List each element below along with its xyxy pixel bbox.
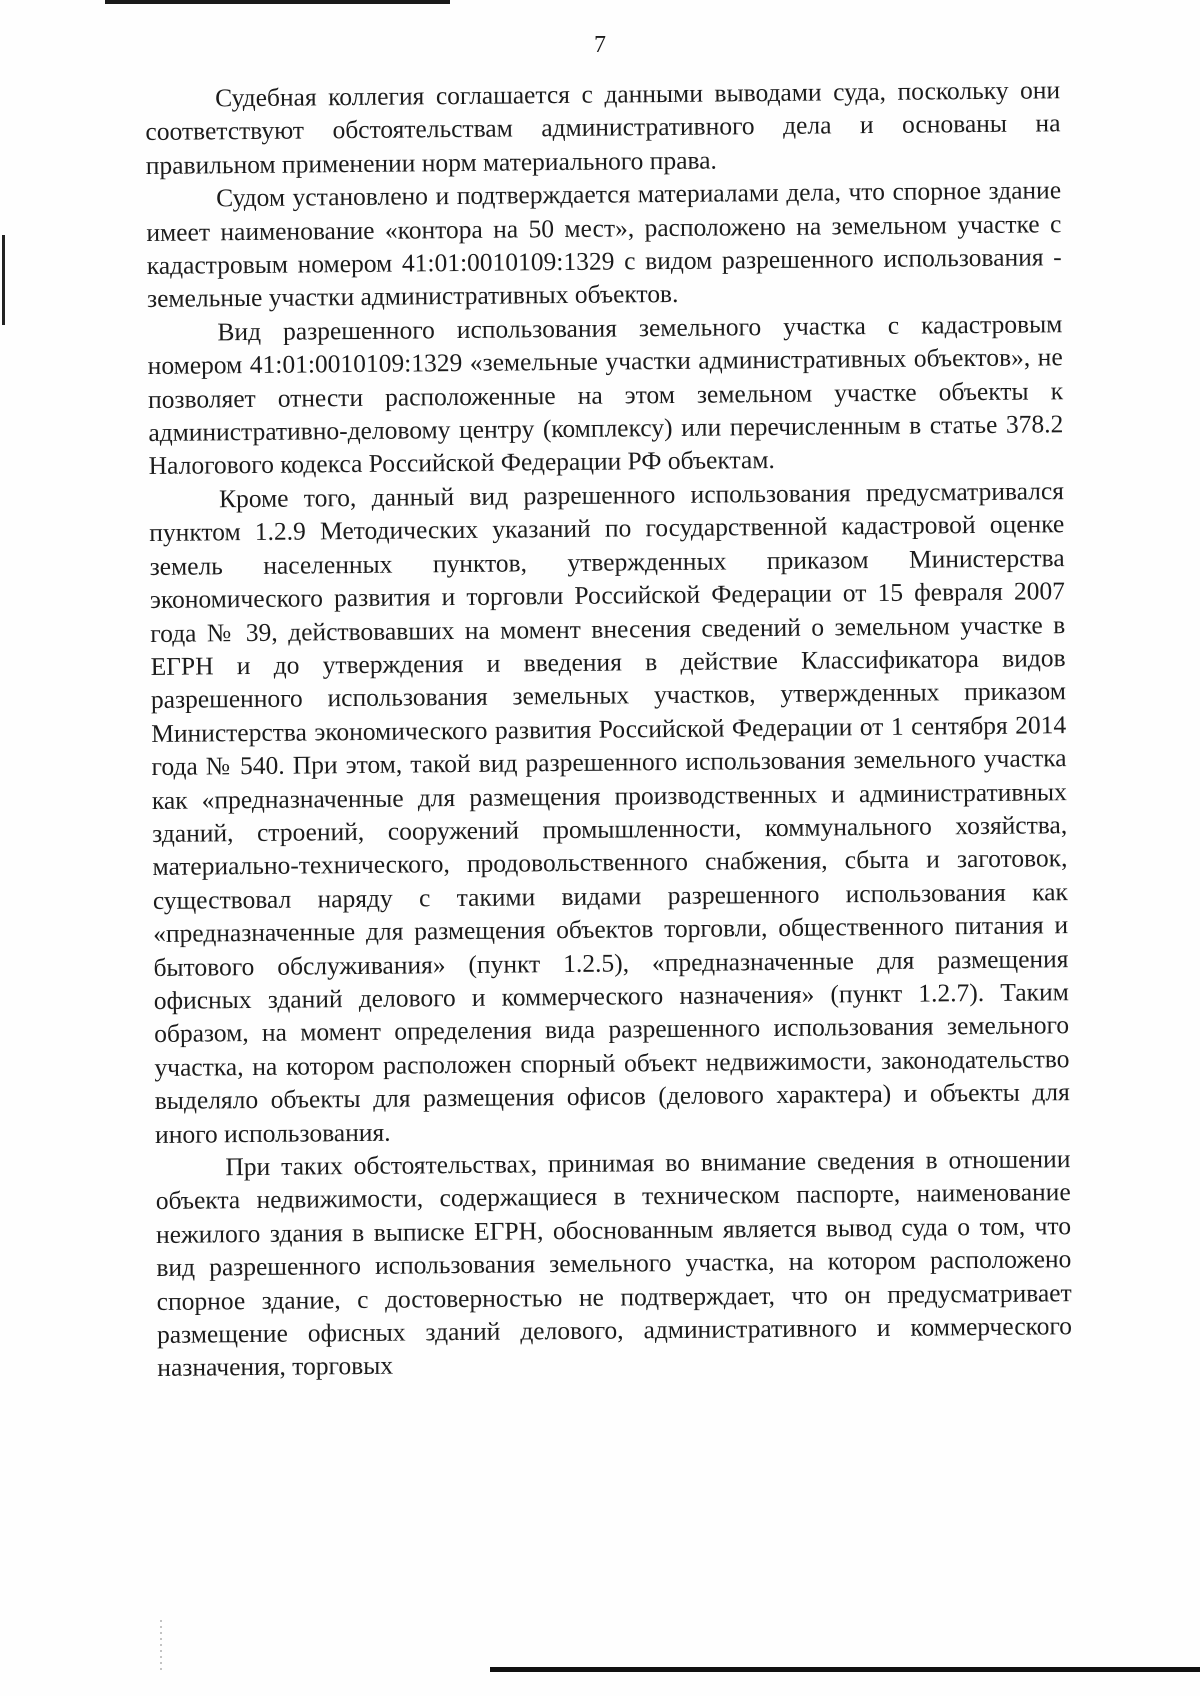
scan-edge-bottom xyxy=(490,1667,1200,1672)
paragraph-1: Судебная коллегия соглашается с данными выводами суда, поскольку они соответствуют обстоятельствам административного дела и основаны на правильном применении норм материального права. xyxy=(145,75,1061,180)
scan-edge-top xyxy=(105,0,450,4)
scan-speck xyxy=(160,1620,162,1670)
document-body xyxy=(145,73,1072,1385)
page-number: 7 xyxy=(594,32,606,58)
paragraph-3: Вид разрешенного использования земельного участка с кадастровым номером 41:01:0010109:1329 «земельные участки административных объектов», не позволяет отнести расположенные на этом земельном участке объекты к административно-деловому центру (комплексу) или перечисленным в статье 378.2 Налогового кодекса Российской Федерации РФ объектам. xyxy=(147,309,1064,481)
paragraph-4: Кроме того, данный вид разрешенного использования предусматривался пунктом 1.2.9 Методических указаний по государственной кадастровой оценке земель населенных пунктов, утвержденных приказом Министерства экономического развития и торговли Российской Федерации от 15 февраля 2007 года № 39, действовавших на момент внесения сведений о земельном участке в ЕГРН и до утверждения и введения в действие Классификатора видов разрешенного использования земельных участков, утвержденных приказом Министерства экономического развития Российской Федерации от 1 сентября 2014 года № 540. При этом, такой вид разрешенного использования земельного участка как «предназначенные для размещения производственных и административных зданий, строений, сооружений промышленности, коммунального хозяйства, материально-технического, продовольственного снабжения, сбыта и заготовок, существовал наряду с такими видами разрешенного использования как «предназначенные для размещения объектов торговли, общественного питания и бытового обслуживания» (пункт 1.2.5), «предназначенные для размещения офисных зданий делового и коммерческого назначения» (пункт 1.2.7). Таким образом, на момент определения вида разрешенного использования земельного участка, на котором расположен спорный объект недвижимости, законодательство выделяло объекты для размещения офисов (делового характера) и объекты для иного использования. xyxy=(149,476,1070,1149)
scan-edge-left xyxy=(2,235,5,325)
paragraph-2: Судом установлено и подтверждается материалами дела, что спорное здание имеет наименование «контора на 50 мест», расположено на земельном участке с кадастровым номером 41:01:0010109:1329 с видом разрешенного использования - земельные участки административных объектов. xyxy=(146,175,1062,314)
paragraph-5: При таких обстоятельствах, принимая во внимание сведения в отношении объекта недвижимости, содержащиеся в техническом паспорте, наименование нежилого здания в выписке ЕГРН, обоснованным является вывод суда о том, что вид разрешенного использования земельного участка, на котором расположено спорное здание, с достоверностью не подтверждает, что он предусматривает размещение офисных зданий делового, административного и коммерческого назначения, торговых xyxy=(155,1144,1073,1383)
